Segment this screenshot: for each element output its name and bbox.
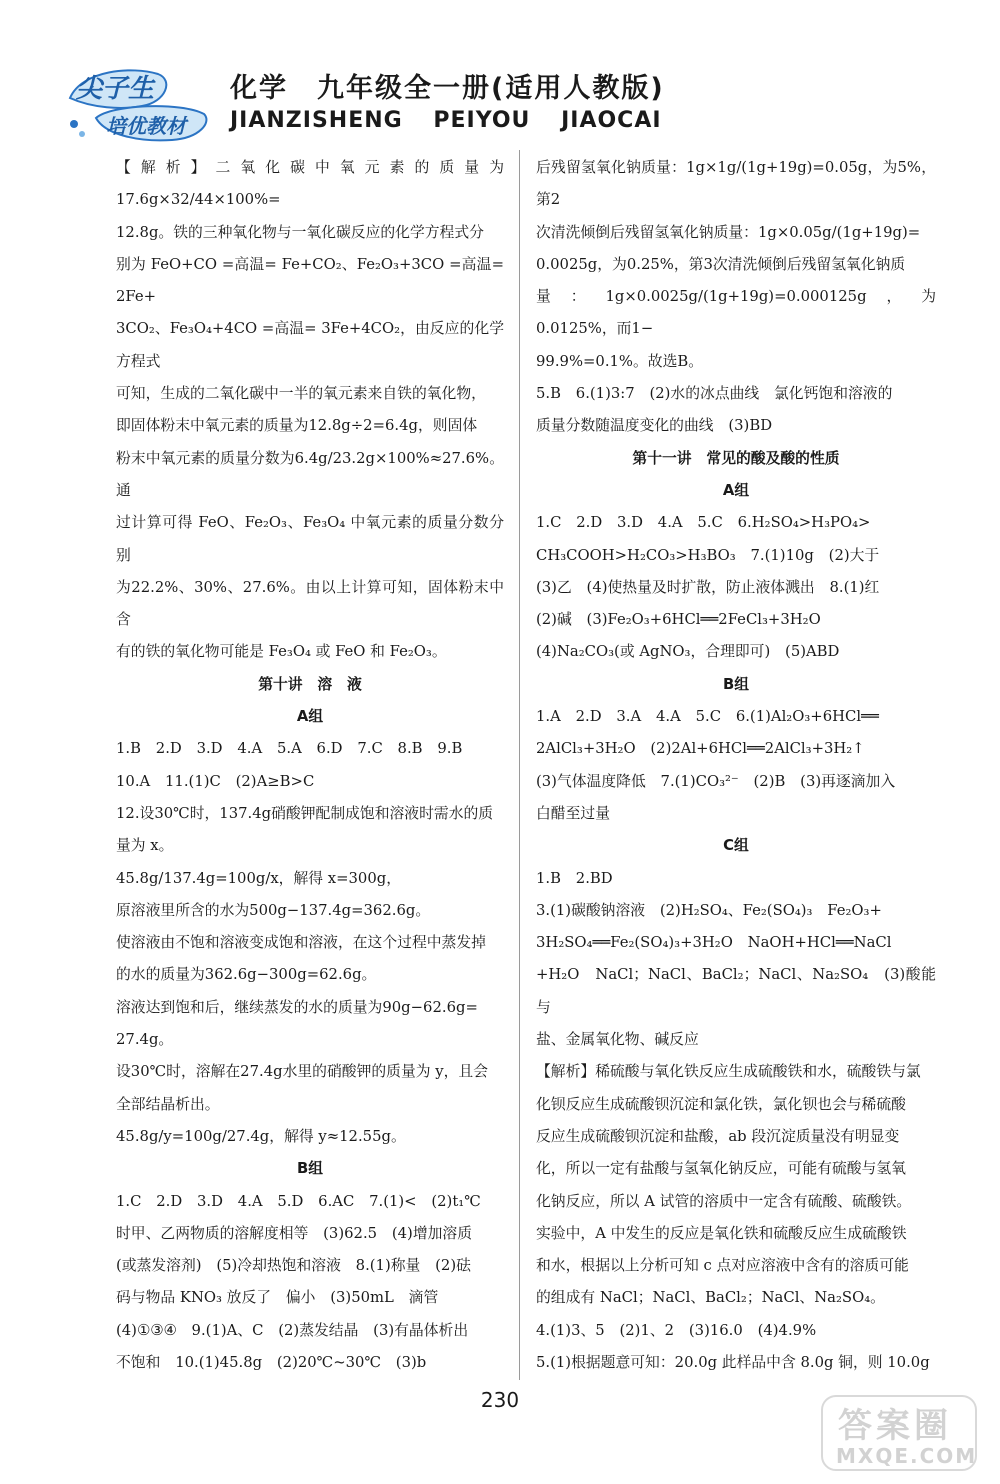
book-title: 化学 九年级全一册(适用人教版) (230, 73, 665, 104)
answer-line: 1.C 2.D 3.D 4.A 5.D 6.AC 7.(1)< (2)t₁℃ (116, 1192, 481, 1210)
answer-line: 后残留氢氧化钠质量：1g×1g/(1g+19g)=0.05g，为5%，第2 (536, 159, 936, 209)
watermark-text: 答案圈 (838, 1406, 952, 1446)
logo-text-top: 尖子生 (76, 74, 155, 104)
section-heading: B组 (722, 675, 750, 693)
answer-line: (2)碱 (3)Fe₂O₃+6HCl══2FeCl₃+3H₂O (536, 611, 821, 629)
answer-line: 化钠反应，所以 A 试管的溶质中一定含有硫酸、硫酸铁。 (536, 1192, 912, 1210)
answer-line: 45.8g/137.4g=100g/x，解得 x=300g， (116, 869, 402, 887)
answer-line: 3H₂SO₄══Fe₂(SO₄)₃+3H₂O NaOH+HCl══NaCl (536, 934, 892, 952)
answer-line: 化钡反应生成硫酸钡沉淀和氯化铁，氯化钡也会与稀硫酸 (536, 1095, 906, 1113)
section-heading (116, 1379, 504, 1382)
section-heading: C组 (723, 837, 749, 855)
logo-text-bottom: 培优教材 (106, 114, 186, 138)
answer-line: 原溶液里所含的水为500g−137.4g=362.6g。 (116, 901, 431, 919)
answer-line: 4.(1)3、5 (2)1、2 (3)16.0 (4)4.9% (536, 1321, 817, 1339)
left-answer-column (116, 152, 504, 1382)
page-number: 230 (480, 1388, 520, 1412)
answer-line: 3CO₂、Fe₃O₄+4CO =高温= 3Fe+4CO₂，由反应的化学方程式 (116, 320, 504, 370)
answer-line: 的组成有 NaCl；NaCl、BaCl₂；NaCl、Na₂SO₄。 (536, 1289, 885, 1307)
book-subtitle: JIANZISHENG PEIYOU JIAOCAI (230, 108, 662, 133)
answer-line: 即固体粉末中氧元素的质量为12.8g÷2=6.4g，则固体 (116, 417, 478, 435)
answer-line: 白醋至过量 (536, 804, 610, 822)
answer-line: 过计算可得 FeO、Fe₂O₃、Fe₃O₄ 中氧元素的质量分数分别 (116, 514, 504, 564)
answer-line: 设30℃时，溶解在27.4g水里的硝酸钾的质量为 y，且会 (116, 1063, 489, 1081)
answer-line: (4)Na₂CO₃(或 AgNO₃，合理即可) (5)ABD (536, 643, 840, 661)
answer-line: 量为 x。 (116, 837, 174, 855)
answer-line: 3.(1)碳酸钠溶液 (2)H₂SO₄、Fe₂(SO₄)₃ Fe₂O₃+ (536, 901, 882, 919)
answer-line: 实验中，A 中发生的反应是氧化铁和硫酸反应生成硫酸铁 (536, 1224, 907, 1242)
answer-line: CH₃COOH>H₂CO₃>H₃BO₃ 7.(1)10g (2)大于 (536, 546, 880, 564)
answer-line: 次清洗倾倒后残留氢氧化钠质量：1g×0.05g/(1g+19g)= (536, 223, 921, 241)
answer-line: 5.(1)根据题意可知：20.0g 此样品中含 8.0g 铜，则 10.0g (536, 1353, 930, 1371)
section-heading: 第十一讲 常见的酸及酸的性质 (632, 449, 840, 467)
answer-line: 【解析】二氧化碳中氧元素的质量为17.6g×32/44×100%= (116, 159, 504, 209)
watermark (820, 1392, 980, 1476)
answer-line: 5.B 6.(1)3:7 (2)水的冰点曲线 氯化钙饱和溶液的 (536, 385, 893, 403)
answer-line: 1.A 2.D 3.A 4.A 5.C 6.(1)Al₂O₃+6HCl══ (536, 708, 879, 726)
answer-line: 质量分数随温度变化的曲线 (3)BD (536, 417, 773, 435)
answer-line: 1.B 2.BD (536, 869, 613, 887)
answer-line: +H₂O NaCl；NaCl、BaCl₂；NaCl、Na₂SO₄ (3)酸能与 (536, 966, 936, 1016)
answer-line: 时甲、乙两物质的溶解度相等 (3)62.5 (4)增加溶质 (116, 1224, 473, 1242)
answer-line: 1.C 2.D 3.D 4.A 5.C 6.H₂SO₄>H₃PO₄> (536, 514, 871, 532)
section-heading: B组 (296, 1160, 324, 1178)
answer-line: 2AlCl₃+3H₂O (2)2Al+6HCl══2AlCl₃+3H₂↑ (536, 740, 865, 758)
column-divider (519, 150, 520, 1380)
section-heading: A组 (296, 708, 324, 726)
right-answer-column (536, 152, 936, 1382)
answer-line: (3)乙 (4)使热量及时扩散，防止液体溅出 8.(1)红 (536, 578, 880, 596)
answer-line: 化，所以一定有盐酸与氢氧化钠反应，可能有硫酸与氢氧 (536, 1160, 906, 1178)
answer-line: 12.设30℃时，137.4g硝酸钾配制成饱和溶液时需水的质 (116, 804, 494, 822)
answer-line: 10.A 11.(1)C (2)A≥B>C (116, 772, 315, 790)
answer-line: 的水的质量为362.6g−300g=62.6g。 (116, 966, 377, 984)
answer-line: 码与物品 KNO₃ 放反了 偏小 (3)50mL 滴管 (116, 1289, 439, 1307)
watermark-url: MXQE.COM (836, 1444, 978, 1468)
publisher-logo (62, 62, 212, 146)
answer-line: 有的铁的氧化物可能是 Fe₃O₄ 或 FeO 和 Fe₂O₃。 (116, 643, 447, 661)
answer-line: 反应生成硫酸钡沉淀和盐酸，ab 段沉淀质量没有明显变 (536, 1127, 900, 1145)
answer-line: 1.B 2.D 3.D 4.A 5.A 6.D 7.C 8.B 9.B (116, 740, 463, 758)
answer-line: 27.4g。 (116, 1031, 174, 1049)
section-heading: A组 (722, 481, 750, 499)
answer-line: (4)①③④ 9.(1)A、C (2)蒸发结晶 (3)有晶体析出 (116, 1321, 469, 1339)
answer-line: 盐、金属氧化物、碱反应 (536, 1031, 699, 1049)
answer-line: 别为 FeO+CO =高温= Fe+CO₂、Fe₂O₃+3CO =高温= 2Fe+ (116, 255, 504, 306)
answer-line: 12.8g。铁的三种氧化物与一氧化碳反应的化学方程式分 (116, 223, 484, 241)
answer-line: 使溶液由不饱和溶液变成饱和溶液，在这个过程中蒸发掉 (116, 934, 486, 952)
section-heading: 第十讲 溶 液 (258, 675, 362, 693)
answer-line: 和水，根据以上分析可知 c 点对应溶液中含有的溶质可能 (536, 1257, 909, 1275)
answer-line: 量：1g×0.0025g/(1g+19g)=0.000125g，为0.0125%，而1− (536, 288, 936, 338)
answer-line: (或蒸发溶剂) (5)冷却热饱和溶液 8.(1)称量 (2)砝 (116, 1257, 471, 1275)
answer-line: (3)气体温度降低 7.(1)CO₃²⁻ (2)B (3)再逐滴加入 (536, 772, 896, 790)
answer-line: 溶液达到饱和后，继续蒸发的水的质量为90g−62.6g= (116, 998, 478, 1016)
answer-line: 【解析】稀硫酸与氧化铁反应生成硫酸铁和水，硫酸铁与氯 (536, 1063, 921, 1081)
answer-line: 45.8g/y=100g/27.4g，解得 y≈12.55g。 (116, 1127, 406, 1145)
answer-line: 可知，生成的二氧化碳中一半的氧元素来自铁的氧化物， (116, 385, 486, 403)
answer-line (536, 1379, 936, 1382)
answer-line: 0.0025g，为0.25%，第3次清洗倾倒后残留氢氧化钠质 (536, 255, 906, 273)
answer-line: 全部结晶析出。 (116, 1095, 220, 1113)
answer-line: 不饱和 10.(1)45.8g (2)20℃~30℃ (3)b (116, 1353, 427, 1371)
answer-line: 粉末中氧元素的质量分数为6.4g/23.2g×100%≈27.6%。通 (116, 449, 504, 499)
answer-line: 为22.2%、30%、27.6%。由以上计算可知，固体粉末中含 (116, 578, 504, 629)
answer-line: 99.9%=0.1%。故选B。 (536, 352, 704, 370)
